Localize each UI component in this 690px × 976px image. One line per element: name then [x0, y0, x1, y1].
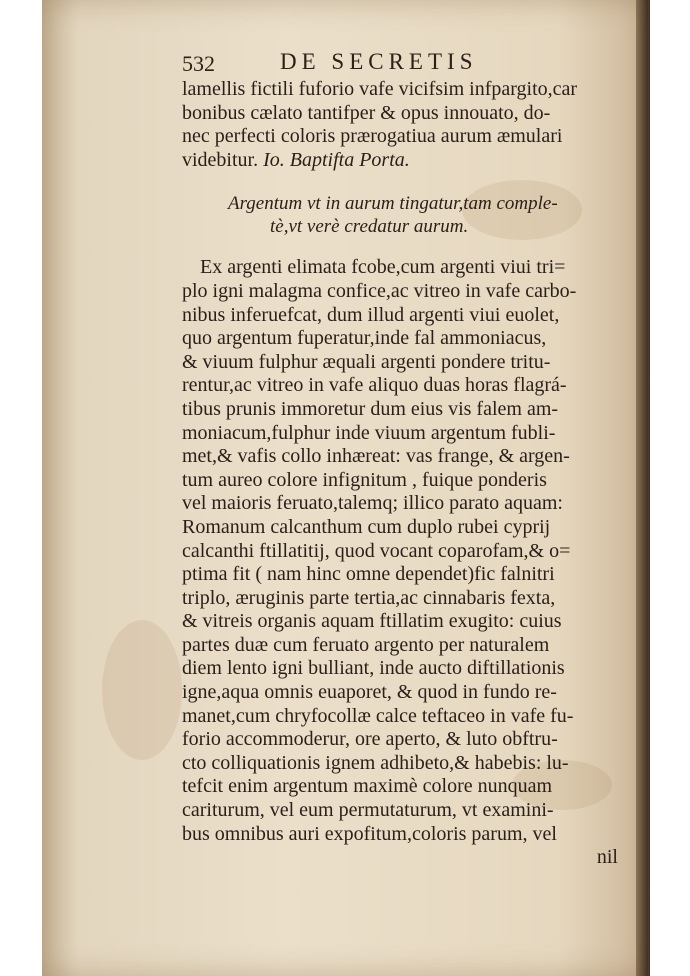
author-attribution: Io. Baptifta Porta.	[263, 148, 410, 171]
text-line: & viuum fulphur æquali argenti pondere tritu-	[182, 350, 551, 373]
text-line: plo igni malagma confice,ac vitreo in vafe carbo-	[182, 279, 577, 302]
text-line: calcanthi ftillatitij, quod vocant coparofam,& o=	[182, 539, 571, 562]
text-line: Romanum calcanthum cum duplo rubei cyprij	[182, 515, 551, 538]
text-fragment: videbitur.	[182, 148, 259, 171]
running-head: DE SECRETIS	[280, 49, 478, 74]
section-title-line: tè,vt verè credatur aurum.	[270, 216, 469, 238]
text-line: bonibus cælato tantifper & opus innouato, do-	[182, 101, 551, 124]
page-body	[182, 78, 624, 870]
text-line: cariturum, vel eum permutaturum, vt examini-	[182, 799, 554, 822]
text-line: Ex argenti elimata fcobe,cum argenti viui tri=	[200, 256, 566, 279]
text-line: nec perfecti coloris prærogatiua aurum æmulari	[182, 125, 563, 148]
text-line: met,& vafis collo inhæreat: vas frange, & argen-	[182, 445, 570, 468]
text-line: tibus prunis immoretur dum eius vis falem am-	[182, 397, 559, 420]
text-line: tum aureo colore infignitum , fuique ponderis	[182, 468, 547, 491]
catchword: nil	[596, 846, 618, 869]
text-line: partes duæ cum feruato argento per naturalem	[182, 633, 550, 656]
text-line: manet,cum chryfocollæ calce teftaceo in vafe fu-	[182, 704, 574, 727]
text-line: tefcit enim argentum maximè colore nunquam	[182, 775, 553, 798]
binding-gutter	[636, 0, 650, 976]
text-line: vel maioris feruato,talemq; illico parato aquam:	[182, 492, 563, 515]
text-line: & vitreis organis aquam ftillatim exugito: cuius	[182, 610, 562, 633]
text-line: igne,aqua omnis euaporet, & quod in fundo re-	[182, 681, 557, 704]
text-line: quo argentum fuperatur,inde fal ammoniacus,	[182, 327, 547, 350]
paper-stain	[102, 620, 182, 760]
text-line: diem lento igni bulliant, inde aucto diftillationis	[182, 657, 565, 680]
page-number: 532	[182, 51, 215, 76]
text-line: bus omnibus auri expofitum,coloris parum, vel	[182, 822, 557, 845]
page-header	[182, 47, 622, 81]
section-title	[182, 192, 624, 238]
text-line	[182, 149, 624, 173]
section-title-line: Argentum vt in aurum tingatur,tam comple-	[228, 193, 558, 215]
text-line: moniacum,fulphur inde viuum argentum fubli-	[182, 421, 556, 444]
text-line: lamellis fictili fuforio vafe vicifsim infpargito,car	[182, 78, 578, 100]
text-line: cto colliquationis ignem adhibeto,& habebis: lu-	[182, 751, 569, 774]
text-line: triplo, æruginis parte tertia,ac cinnabaris fexta,	[182, 586, 556, 609]
text-line: ptima fit ( nam hinc omne dependet)fic falnitri	[182, 563, 555, 586]
text-line: rentur,ac vitreo in vafe aliquo duas horas flagrá-	[182, 374, 567, 397]
text-line: forio accommoderur, ore aperto, & luto obftru-	[182, 728, 558, 751]
text-line: nibus inferuefcat, dum illud argenti viui euolet,	[182, 303, 560, 326]
